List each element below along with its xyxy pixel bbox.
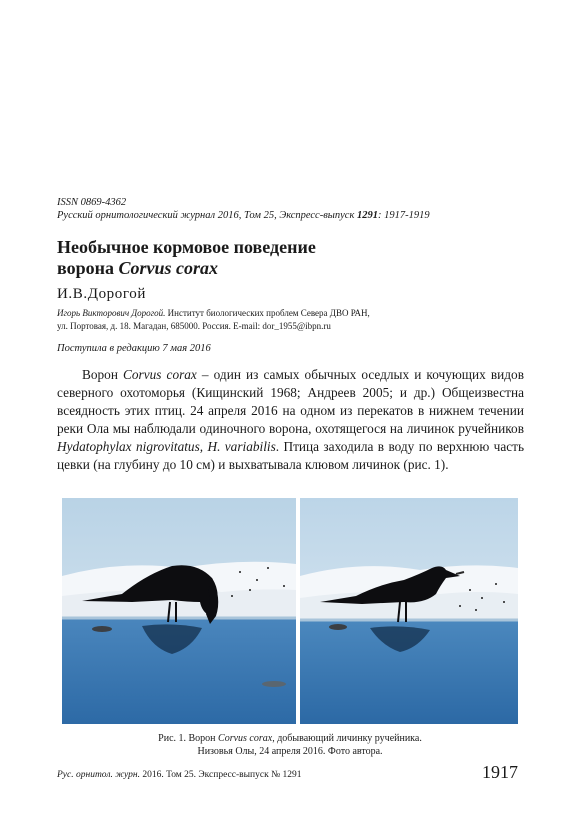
article-title [57, 237, 316, 279]
body-text-1: Ворон [82, 367, 124, 382]
issn: ISSN 0869-4362 [57, 197, 127, 208]
photo-raven-with-larva [300, 498, 518, 724]
caption-latin: Corvus corax [218, 733, 273, 744]
photo-raven-feeding [62, 498, 296, 724]
caption-line-1 [62, 732, 518, 745]
body-text-3: . Птица заходила в воду по верхнюю часть цевки (на глубину до 10 см) и выхватывала клювом личинок (рис. 1). [57, 439, 525, 472]
page-range: : 1917-1919 [378, 210, 430, 221]
body-latin-2: Hydatophylax nigrovitatus, H. variabilis [57, 439, 276, 454]
footer-issue-info: 2016. Том 25. Экспресс-выпуск № 1291 [139, 770, 302, 780]
body-text-2: – один из самых обычных оседлых и кочующих видов северного охотоморья (Кищинский 1968; Андреев 2005; и др.) Общеизвестна всеядность этих птиц. 24 апреля 2016 на одном из перекатов в нижнем течении реки Ола мы наблюдали одиночного ворона, охотящегося на личинок ручейников [57, 367, 524, 436]
title-prefix: ворона [57, 258, 119, 278]
journal-line [57, 210, 430, 221]
page-number: 1917 [482, 762, 518, 782]
caption-line-2: Низовья Олы, 24 апреля 2016. Фото автора. [197, 746, 383, 757]
figure-caption [62, 732, 518, 758]
title-line-1: Необычное кормовое поведение [57, 237, 316, 257]
footer-journal [57, 770, 302, 780]
caption-suffix: , добывающий личинку ручейника. [272, 733, 422, 744]
caption-prefix: Рис. 1. Ворон [158, 733, 219, 744]
issue-number: 1291 [357, 210, 378, 221]
body-latin-1: Corvus corax [123, 367, 197, 382]
affiliation-name: Игорь Викторович Дорогой. [57, 308, 166, 318]
received-date: Поступила в редакцию 7 мая 2016 [57, 343, 211, 354]
affiliation-institute: Институт биологических проблем Севера ДВО РАН, [165, 308, 370, 318]
author: И.В.Дорогой [57, 286, 146, 302]
title-latin: Corvus corax [118, 258, 218, 278]
title-line-2 [57, 258, 316, 279]
body-paragraph [57, 366, 524, 474]
affiliation-line-2: ул. Портовая, д. 18. Магадан, 685000. Россия. E-mail: dor_1955@ibpn.ru [57, 321, 331, 331]
footer-journal-abbr: Рус. орнитол. журн. [57, 770, 140, 780]
affiliation-line-1 [57, 307, 527, 320]
affiliation [57, 307, 527, 333]
journal-name: Русский орнитологический журнал 2016, Том 25, Экспресс-выпуск [57, 210, 357, 221]
